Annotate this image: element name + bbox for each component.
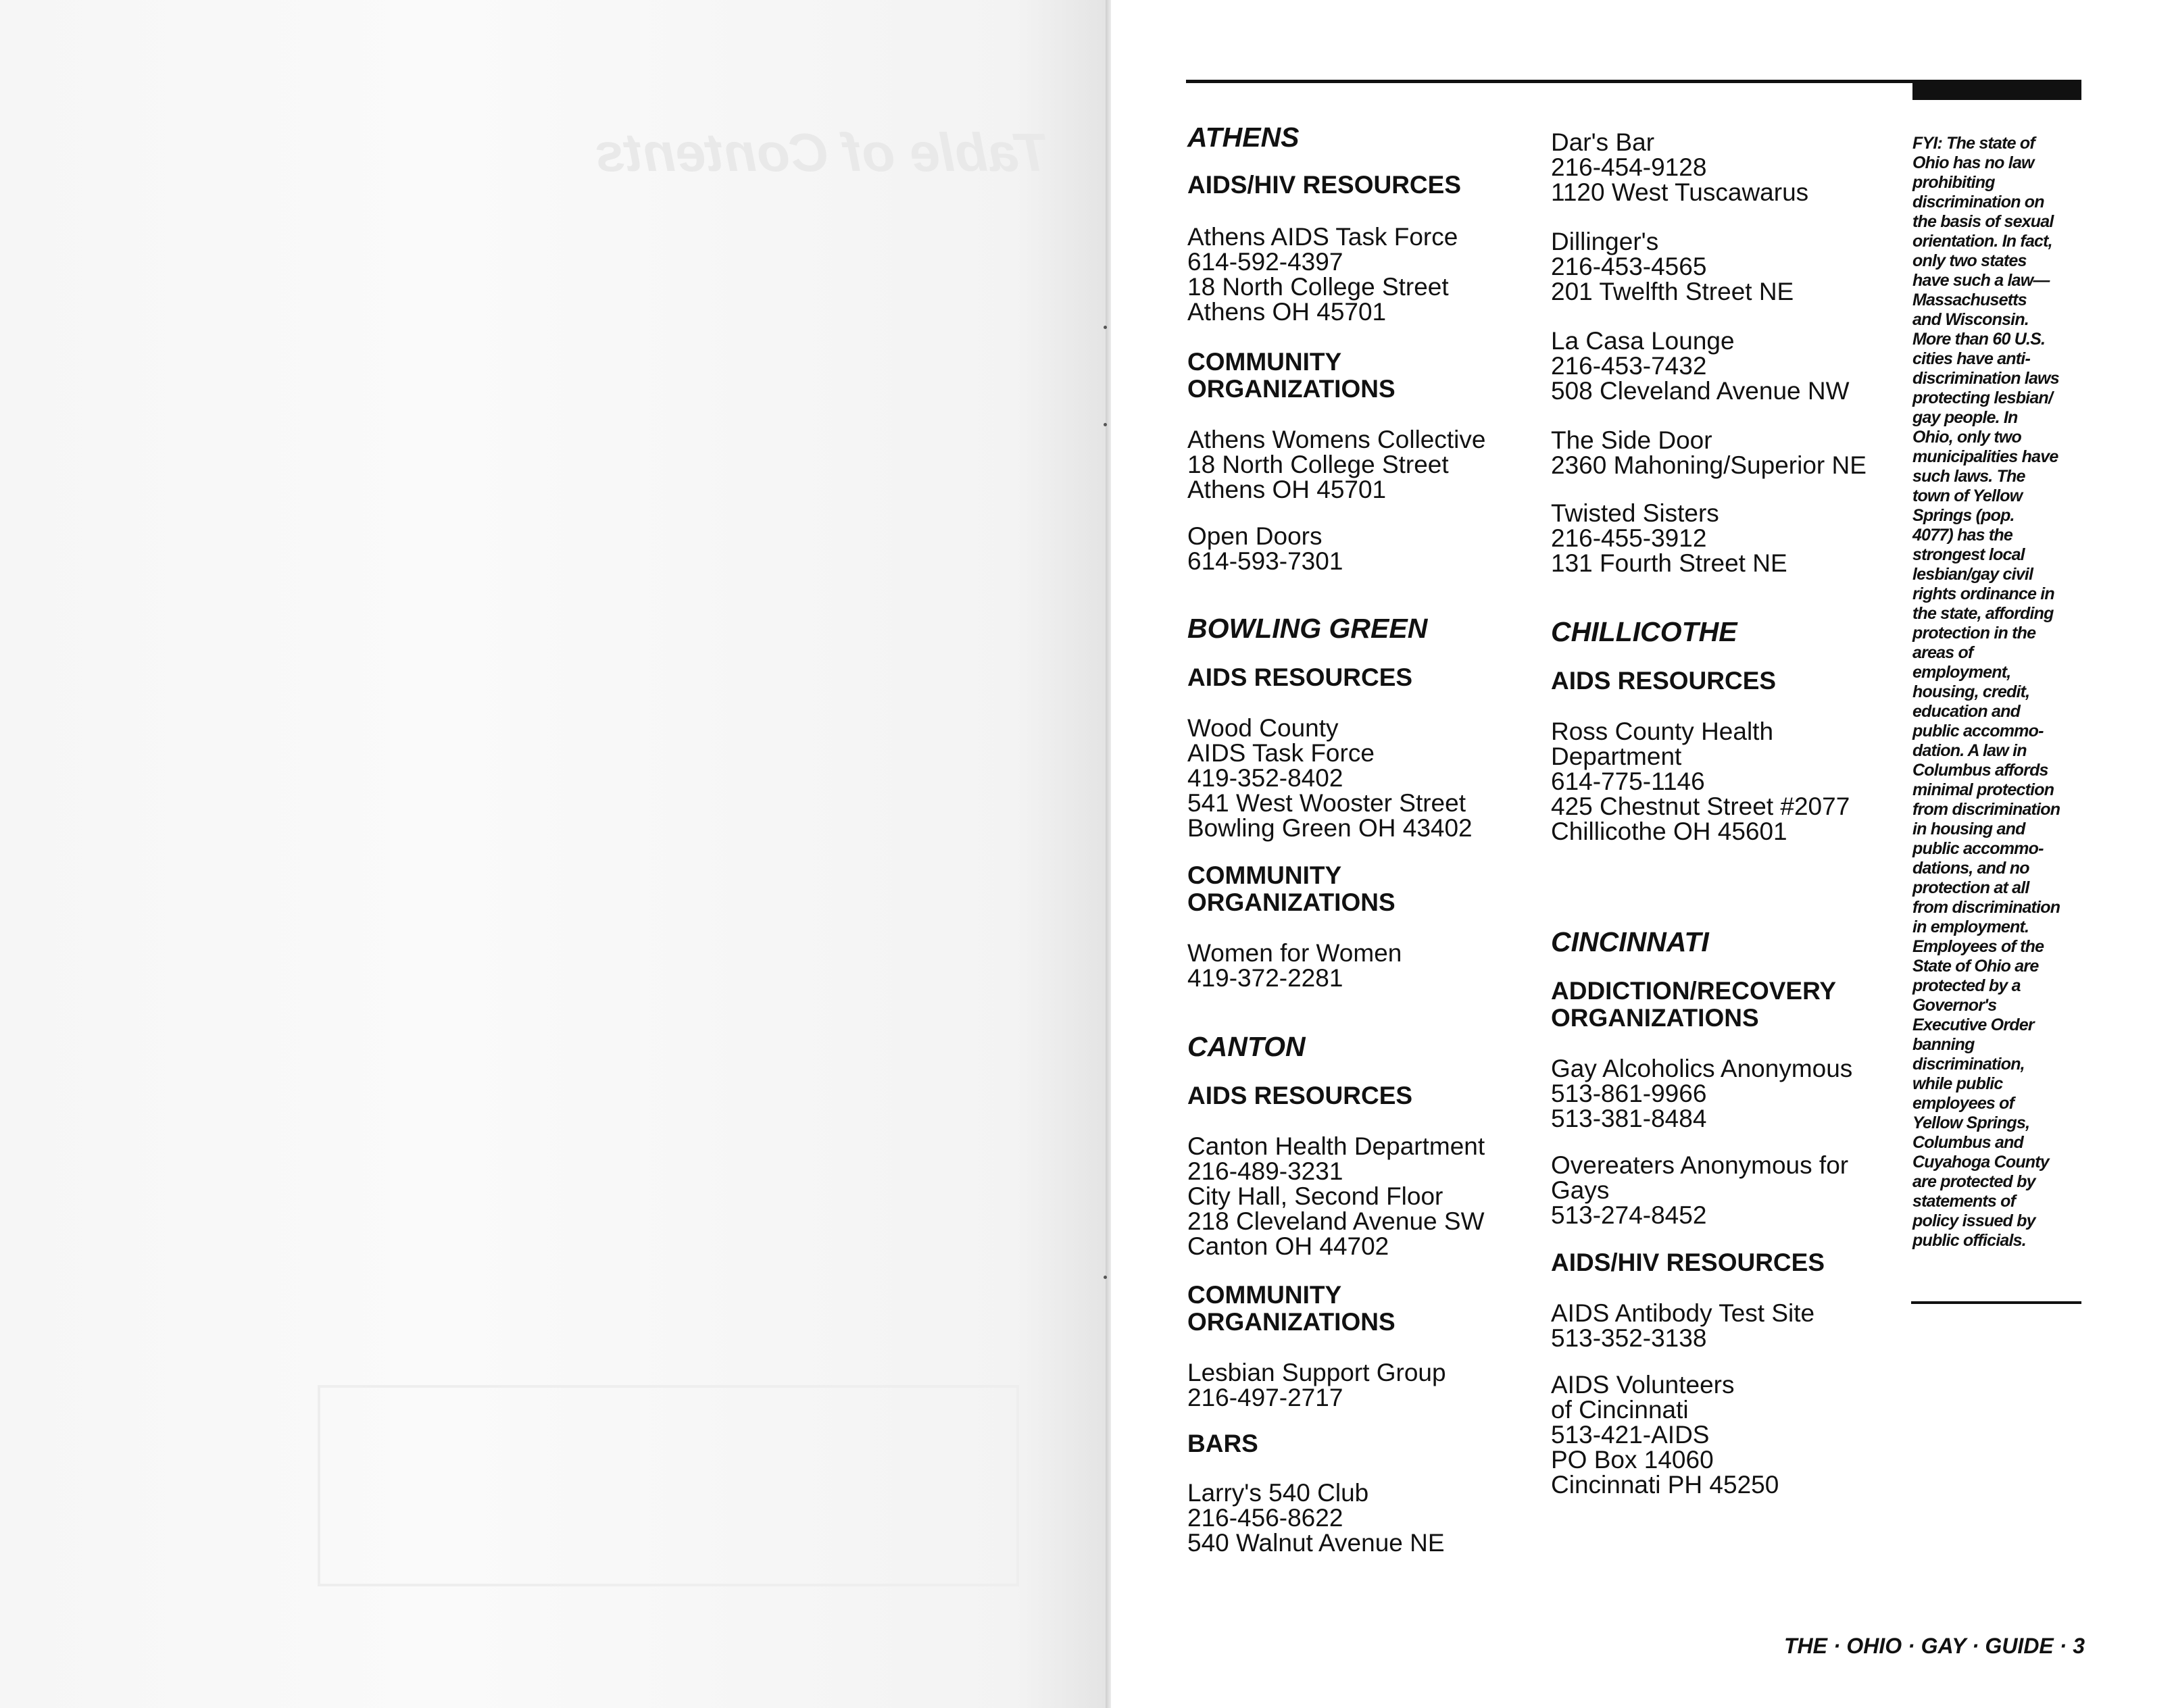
fyi-line: and Wisconsin. — [1912, 310, 2029, 329]
fyi-line: only two states — [1912, 251, 2027, 270]
fyi-line: cities have anti- — [1912, 349, 2030, 368]
entry-line: Canton OH 44702 — [1187, 1232, 1389, 1260]
fyi-line: public accommo- — [1912, 839, 2044, 858]
margin-mark — [1104, 326, 1107, 329]
entry-line: 425 Chestnut Street #2077 — [1551, 793, 1850, 820]
fyi-line: employment, — [1912, 663, 2011, 682]
fyi-line: public officials. — [1912, 1231, 2026, 1250]
entry-line: Department — [1551, 743, 1682, 770]
category-line: COMMUNITY — [1187, 861, 1342, 889]
category-line: COMMUNITY — [1187, 1281, 1342, 1309]
category-line: AIDS/HIV RESOURCES — [1551, 1249, 1825, 1276]
entry-line: 201 Twelfth Street NE — [1551, 278, 1794, 305]
listing-entry — [1187, 1360, 1539, 1410]
entry-line: 513-381-8484 — [1551, 1105, 1707, 1132]
category-heading — [1187, 1282, 1539, 1336]
fyi-line: in employment. — [1912, 918, 2029, 936]
entry-line: 540 Walnut Avenue NE — [1187, 1529, 1445, 1557]
category-heading — [1187, 1082, 1539, 1109]
fyi-line: strongest local — [1912, 545, 2025, 564]
fyi-line: policy issued by — [1912, 1211, 2035, 1230]
entry-line: La Casa Lounge — [1551, 327, 1735, 355]
entry-line: Athens AIDS Task Force — [1187, 223, 1458, 251]
margin-mark — [1104, 1276, 1107, 1279]
entry-line: 508 Cleveland Avenue NW — [1551, 377, 1850, 405]
entry-line: Women for Women — [1187, 939, 1402, 967]
sidebar-rule — [1911, 1301, 2081, 1304]
entry-line: 216-454-9128 — [1551, 153, 1707, 181]
entry-line: 216-497-2717 — [1187, 1384, 1343, 1411]
fyi-line: banning — [1912, 1035, 1975, 1054]
category-line: ORGANIZATIONS — [1551, 1004, 1759, 1032]
page-footer: THE · OHIO · GAY · GUIDE · 3 — [1783, 1634, 2085, 1658]
fyi-line: Massachusetts — [1912, 291, 2027, 309]
entry-line: 614-592-4397 — [1187, 248, 1343, 276]
fyi-line: are protected by — [1912, 1172, 2035, 1191]
city-heading: CHILLICOTHE — [1551, 616, 1737, 647]
entry-line: AIDS Task Force — [1187, 739, 1375, 767]
entry-line: PO Box 14060 — [1551, 1446, 1714, 1474]
bleed-through-box — [318, 1385, 1019, 1586]
category-heading — [1187, 664, 1539, 691]
entry-line: Overeaters Anonymous for — [1551, 1151, 1849, 1179]
entry-line: 216-489-3231 — [1187, 1157, 1343, 1185]
category-heading — [1551, 668, 1902, 695]
entry-line: 218 Cleveland Avenue SW — [1187, 1207, 1485, 1235]
category-line: ORGANIZATIONS — [1187, 1308, 1395, 1336]
fyi-line: statements of — [1912, 1192, 2016, 1211]
fyi-line: discrimination laws — [1912, 369, 2059, 388]
fyi-line: discrimination on — [1912, 193, 2044, 211]
listing-entry — [1551, 501, 1902, 576]
entry-line: 541 West Wooster Street — [1187, 789, 1466, 817]
entry-line: 513-421-AIDS — [1551, 1421, 1710, 1449]
entry-line: 513-352-3138 — [1551, 1324, 1707, 1352]
category-line: AIDS RESOURCES — [1551, 667, 1777, 695]
listing-entry — [1187, 940, 1539, 990]
entry-line: AIDS Antibody Test Site — [1551, 1299, 1815, 1327]
category-heading — [1187, 349, 1539, 403]
listing-entry — [1551, 719, 1902, 844]
fyi-line: Ohio, only two — [1912, 428, 2022, 447]
category-line: AIDS/HIV RESOURCES — [1187, 171, 1462, 199]
listing-entry — [1551, 1372, 1902, 1497]
entry-line: City Hall, Second Floor — [1187, 1182, 1443, 1210]
fyi-line: discrimination, — [1912, 1055, 2025, 1074]
fyi-line: protecting lesbian/ — [1912, 388, 2053, 407]
category-line: ADDICTION/RECOVERY — [1551, 977, 1837, 1005]
fyi-line: protection in the — [1912, 624, 2036, 643]
listing-entry — [1187, 224, 1539, 324]
entry-line: Cincinnati PH 45250 — [1551, 1471, 1779, 1499]
listing-entry — [1551, 1153, 1902, 1228]
listing-entry — [1187, 524, 1539, 574]
category-line: AIDS RESOURCES — [1187, 663, 1413, 691]
category-line: ORGANIZATIONS — [1187, 375, 1395, 403]
header-block — [1912, 80, 2081, 100]
category-heading — [1187, 172, 1539, 199]
entry-line: The Side Door — [1551, 426, 1712, 454]
entry-line: Open Doors — [1187, 522, 1323, 550]
fyi-line: protected by a — [1912, 976, 2021, 995]
entry-line: 216-453-7432 — [1551, 352, 1707, 380]
entry-line: 18 North College Street — [1187, 273, 1449, 301]
entry-line: Lesbian Support Group — [1187, 1359, 1446, 1386]
fyi-line: from discrimination — [1912, 898, 2060, 917]
city-heading: CANTON — [1187, 1031, 1306, 1062]
entry-line: Wood County — [1187, 714, 1339, 742]
fyi-line: Columbus affords — [1912, 761, 2048, 780]
bleed-through-title: Table of Contents — [595, 122, 1049, 182]
category-heading — [1551, 1249, 1902, 1276]
category-line: BARS — [1187, 1430, 1258, 1457]
entry-line: Athens Womens Collective — [1187, 426, 1486, 453]
listing-entry — [1551, 229, 1902, 304]
listing-entry — [1551, 130, 1902, 205]
entry-line: 216-456-8622 — [1187, 1504, 1343, 1532]
entry-line: Twisted Sisters — [1551, 499, 1719, 527]
entry-line: 513-274-8452 — [1551, 1201, 1707, 1229]
fyi-line: 4077) has the — [1912, 526, 2013, 545]
entry-line: 18 North College Street — [1187, 451, 1449, 478]
fyi-line: lesbian/gay civil — [1912, 565, 2033, 584]
category-line: AIDS RESOURCES — [1187, 1082, 1413, 1109]
listing-entry — [1187, 427, 1539, 502]
entry-line: 419-372-2281 — [1187, 964, 1343, 992]
fyi-line: employees of — [1912, 1094, 2015, 1113]
listing-entry — [1551, 428, 1902, 478]
entry-line: Gays — [1551, 1176, 1610, 1204]
category-line: ORGANIZATIONS — [1187, 888, 1395, 916]
fyi-line: while public — [1912, 1074, 2003, 1093]
entry-line: Larry's 540 Club — [1187, 1479, 1369, 1507]
fyi-line: Governor's — [1912, 996, 1997, 1015]
fyi-line: Executive Order — [1912, 1015, 2034, 1034]
listing-entry — [1551, 328, 1902, 403]
listing-entry — [1551, 1301, 1902, 1351]
listing-column-1 — [1187, 120, 1539, 1555]
entry-line: Athens OH 45701 — [1187, 476, 1387, 503]
entry-line: 614-775-1146 — [1551, 768, 1705, 795]
fyi-sidebar — [1912, 134, 2081, 1251]
entry-line: Chillicothe OH 45601 — [1551, 818, 1787, 845]
entry-line: 419-352-8402 — [1187, 764, 1343, 792]
margin-mark — [1104, 423, 1107, 426]
entry-line: 1120 West Tuscawarus — [1551, 178, 1809, 206]
entry-line: of Cincinnati — [1551, 1396, 1689, 1424]
fyi-line: the basis of sexual — [1912, 212, 2054, 231]
fyi-line: Yellow Springs, — [1912, 1113, 2030, 1132]
fyi-line: Cuyahoga County — [1912, 1153, 2049, 1172]
category-heading — [1187, 862, 1539, 916]
entry-line: Bowling Green OH 43402 — [1187, 814, 1473, 842]
fyi-line: protection at all — [1912, 878, 2029, 897]
entry-line: Canton Health Department — [1187, 1132, 1485, 1160]
fyi-line: such laws. The — [1912, 467, 2025, 486]
category-heading — [1551, 978, 1902, 1032]
entry-line: 131 Fourth Street NE — [1551, 549, 1787, 577]
fyi-line: public accommo- — [1912, 722, 2044, 740]
fyi-line: orientation. In fact, — [1912, 232, 2052, 251]
fyi-line: FYI: The state of — [1912, 134, 2035, 153]
fyi-line: town of Yellow — [1912, 486, 2023, 505]
entry-line: Athens OH 45701 — [1187, 298, 1387, 326]
fyi-line: have such a law— — [1912, 271, 2050, 290]
fyi-line: Ohio has no law — [1912, 153, 2034, 172]
entry-line: Dillinger's — [1551, 228, 1659, 255]
entry-line: 216-453-4565 — [1551, 253, 1707, 280]
listing-column-2 — [1551, 120, 1902, 1497]
listing-entry — [1551, 1056, 1902, 1131]
category-heading — [1187, 1430, 1539, 1457]
fyi-line: dations, and no — [1912, 859, 2029, 878]
fyi-line: More than 60 U.S. — [1912, 330, 2046, 349]
fyi-line: rights ordinance in — [1912, 584, 2054, 603]
entry-line: 2360 Mahoning/Superior NE — [1551, 451, 1867, 479]
entry-line: 513-861-9966 — [1551, 1080, 1707, 1107]
fyi-line: Springs (pop. — [1912, 506, 2015, 525]
fyi-line: municipalities have — [1912, 447, 2058, 466]
fyi-line: housing, credit, — [1912, 682, 2030, 701]
listing-entry — [1187, 1480, 1539, 1555]
category-line: COMMUNITY — [1187, 348, 1342, 376]
entry-line: Dar's Bar — [1551, 128, 1655, 156]
fyi-line: Columbus and — [1912, 1133, 2024, 1152]
fyi-line: State of Ohio are — [1912, 957, 2039, 976]
fyi-line: Employees of the — [1912, 937, 2044, 956]
listing-entry — [1187, 715, 1539, 840]
listing-entry — [1187, 1134, 1539, 1259]
entry-line: 614-593-7301 — [1187, 547, 1343, 575]
city-heading: BOWLING GREEN — [1187, 613, 1428, 644]
fyi-line: areas of — [1912, 643, 1973, 662]
entry-line: 216-455-3912 — [1551, 524, 1707, 552]
fyi-line: education and — [1912, 702, 2021, 721]
fyi-line: from discrimination — [1912, 800, 2060, 819]
entry-line: Gay Alcoholics Anonymous — [1551, 1055, 1853, 1082]
entry-line: AIDS Volunteers — [1551, 1371, 1735, 1399]
fyi-line: the state, affording — [1912, 604, 2054, 623]
entry-line: Ross County Health — [1551, 718, 1774, 745]
city-heading: ATHENS — [1187, 122, 1300, 153]
fyi-line: gay people. In — [1912, 408, 2018, 427]
fyi-line: minimal protection — [1912, 780, 2054, 799]
fyi-line: dation. A law in — [1912, 741, 2027, 760]
fyi-line: in housing and — [1912, 820, 2025, 838]
page-gutter — [1106, 0, 1111, 1708]
city-heading: CINCINNATI — [1551, 926, 1709, 957]
fyi-line: prohibiting — [1912, 173, 1995, 192]
